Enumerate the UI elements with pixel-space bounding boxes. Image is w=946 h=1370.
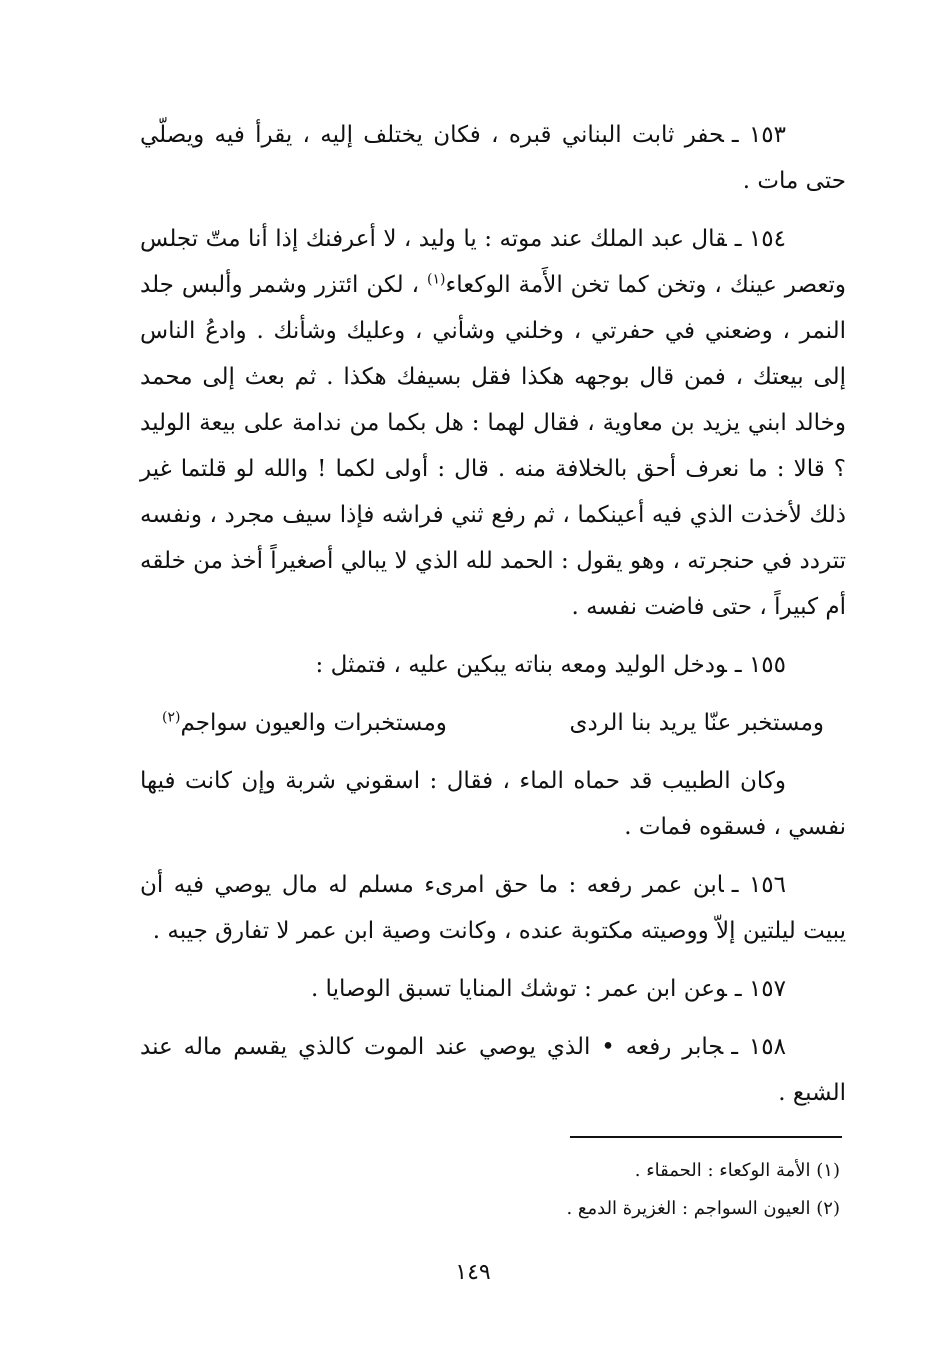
paragraph-number: ١٥٦ ـ	[731, 872, 786, 898]
main-text	[140, 112, 846, 1128]
paragraph-158	[140, 1024, 846, 1116]
paragraph-text: ابن عمر رفعه : ما حق امرىء مسلم له مال يوصي فيه أن يبيت ليلتين إلاّ ووصيته مكتوبة عنده ، وكانت وصية ابن عمر لا تفارق جيبه .	[140, 872, 846, 944]
paragraph-text: قال عبد الملك عند موته : يا وليد ، لا أعرفنك إذا أنا متّ تجلس وتعصر عينك ، وتخن كما تخن الأَمة الوكعاء	[140, 226, 847, 298]
footnote-1: (١) الأمة الوكعاء : الحمقاء .	[634, 1160, 840, 1181]
footnote-marker-1[interactable]: (١)	[426, 271, 446, 288]
paragraph-number: ١٥٧ ـ	[734, 976, 786, 1002]
paragraph-number: ١٥٥ ـ	[734, 652, 786, 678]
paragraph-text-continued: ، لكن ائتزر وشمر وألبس جلد النمر ، وضعني في حفرتي ، وخلني وشأني ، وعليك وشأنك . وادعُ الناس إلى بيعتك ، فمن قال بوجهه هكذا فقل بسيفك هكذا . ثم بعث إلى محمد وخالد ابني يزيد بن معاوية ، فقال لهما : هل بكما من ندامة على بيعة الوليد ؟ قالا : ما نعرف أحق بالخلافة منه . قال : أولى لكما ! والله لو قلتما غير ذلك لأخذت الذي فيه أعينكما ، ثم رفع ثني فراشه فإذا سيف مجرد ، ونفسه تتردد في حنجرته ، وهو يقول : الحمد لله الذي لا يبالي أصغيراً أخذ من خلقه أم كبيراً ، حتى فاضت نفسه .	[140, 272, 846, 620]
footnotes	[140, 1152, 840, 1228]
poem-verse	[140, 700, 846, 746]
verse-hemistich-second: ومستخبرات والعيون سواجم	[180, 710, 447, 736]
verse-hemistich-second-wrap	[162, 700, 447, 746]
paragraph-155	[140, 642, 846, 688]
footnote-divider	[570, 1136, 842, 1138]
page-number: ١٤٩	[455, 1260, 491, 1285]
paragraph-number: ١٥٤ ـ	[734, 226, 786, 252]
paragraph-text: جابر رفعه • الذي يوصي عند الموت كالذي يقسم ماله عند الشبع .	[140, 1034, 846, 1106]
paragraph-155-continued	[140, 758, 846, 850]
paragraph-text: وكان الطبيب قد حماه الماء ، فقال : اسقوني شربة وإن كانت فيها نفسي ، فسقوه فمات .	[140, 768, 846, 840]
paragraph-text: وعن ابن عمر : توشك المنايا تسبق الوصايا .	[310, 976, 727, 1002]
verse-hemistich-first: ومستخبر عنّا يريد بنا الردى	[569, 710, 824, 736]
paragraph-number: ١٥٨ ـ	[731, 1034, 786, 1060]
paragraph-text: حفر ثابت البناني قبره ، فكان يختلف إليه ، يقرأ فيه ويصلّي حتى مات .	[140, 122, 846, 194]
paragraph-156	[140, 862, 846, 954]
footnote-marker-2[interactable]: (٢)	[162, 709, 181, 726]
paragraph-154	[140, 216, 846, 630]
paragraph-153	[140, 112, 846, 204]
paragraph-157	[140, 966, 846, 1012]
footnote-2: (٢) العيون السواجم : الغزيرة الدمع .	[566, 1198, 840, 1219]
paragraph-number: ١٥٣ ـ	[731, 122, 786, 148]
paragraph-text: ودخل الوليد ومعه بناته يبكين عليه ، فتمثل :	[315, 652, 727, 678]
